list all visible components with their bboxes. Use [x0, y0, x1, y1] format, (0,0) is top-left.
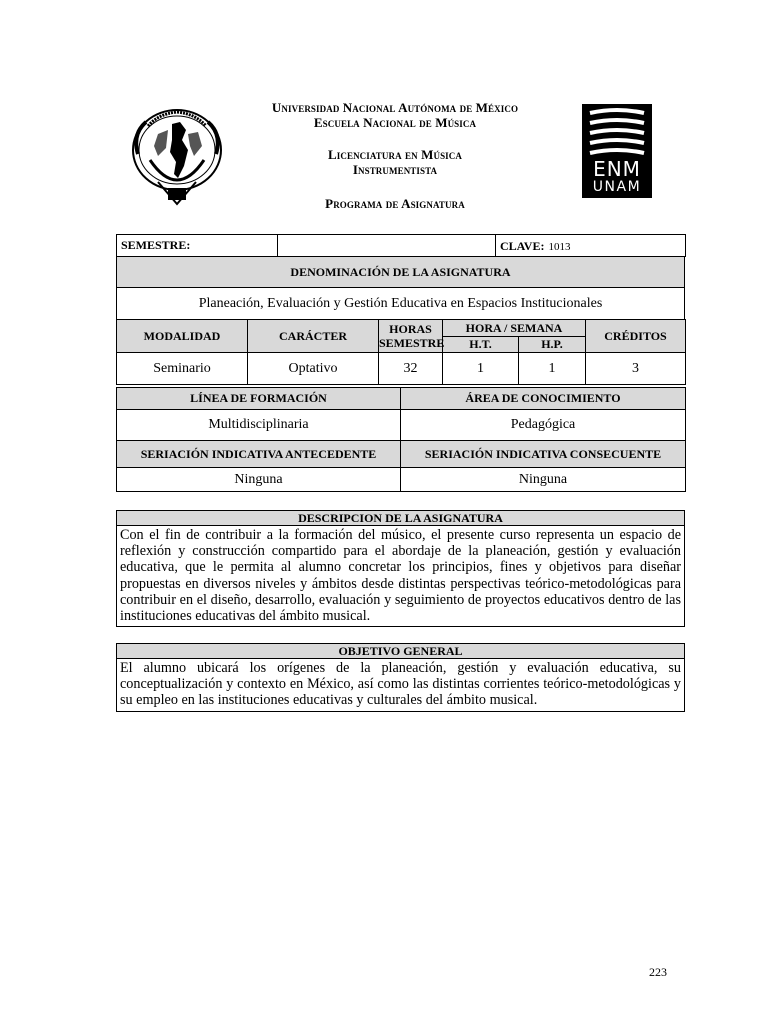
linea-formacion-label: LÍNEA DE FORMACIÓN — [117, 388, 401, 410]
unam-seal-icon — [128, 104, 226, 210]
caracter-value: Optativo — [248, 353, 379, 385]
seriacion-antecedente-value: Ninguna — [117, 468, 401, 492]
denominacion-label: DENOMINACIÓN DE LA ASIGNATURA — [117, 257, 685, 288]
seriacion-antecedente-label: SERIACIÓN INDICATIVA ANTECEDENTE — [117, 441, 401, 468]
denominacion-table — [116, 256, 685, 320]
clave-cell — [496, 235, 686, 257]
semestre-value — [278, 235, 496, 257]
semestre-label: SEMESTRE: — [117, 235, 278, 257]
seriacion-consecuente-label: SERIACIÓN INDICATIVA CONSECUENTE — [401, 441, 686, 468]
program-title: Programa de Asignatura — [325, 196, 465, 211]
ht-header: H.T. — [443, 337, 519, 353]
creditos-header: CRÉDITOS — [586, 320, 686, 353]
objetivo-text: El alumno ubicará los orígenes de la planeación, gestión y evaluación educativa, su conceptualización y contexto en México, así como las distintas corrientes teórico-metodológicas y su empleo en las instituciones educativas y culturales del ámbito musical. — [120, 660, 681, 709]
degree-specialty: Instrumentista — [352, 162, 438, 177]
horas-semestre-value: 32 — [379, 353, 443, 385]
degree-name: Licenciatura en Música — [328, 147, 462, 162]
hp-header: H.P. — [519, 337, 586, 353]
creditos-value: 3 — [586, 353, 686, 385]
seriacion-consecuente-value: Ninguna — [401, 468, 686, 492]
linea-formacion-value: Multidisciplinaria — [117, 410, 401, 441]
hp-value: 1 — [519, 353, 586, 385]
hora-semana-header: HORA / SEMANA — [443, 320, 586, 337]
ht-value: 1 — [443, 353, 519, 385]
objetivo-section — [116, 643, 685, 712]
page-number: 223 — [649, 965, 667, 979]
enm-logo — [582, 104, 652, 198]
modalidad-header: MODALIDAD — [117, 320, 248, 353]
modalidad-value: Seminario — [117, 353, 248, 385]
descripcion-text: Con el fin de contribuir a la formación del músico, el presente curso representa un espacio de reflexión y construcción compartido para el abordaje de la planeación, gestión y evaluación educativa, que le permita al alumno concretar los principios, fines y objetivos para diseñar propuestas en diversos niveles y ámbitos desde distintas perspectivas teórico-metodológicas para contribuir en el diseño, desarrollo, evaluación y seguimiento de proyectos educativos dentro de las instituciones educativas del ámbito musical. — [120, 527, 681, 625]
horas-semestre-header — [379, 320, 443, 353]
school-name: Escuela Nacional de Música — [313, 115, 477, 130]
clave-value: 1013 — [548, 240, 571, 253]
area-conocimiento-label: ÁREA DE CONOCIMIENTO — [401, 388, 686, 410]
horas-semestre-header-line2: SEMESTRE — [379, 336, 445, 350]
clave-label: CLAVE: — [500, 238, 545, 253]
horas-semestre-header-line1: HORAS — [389, 322, 432, 336]
caracter-header: CARÁCTER — [248, 320, 379, 353]
descripcion-title: DESCRIPCION DE LA ASIGNATURA — [117, 511, 684, 526]
denominacion-value: Planeación, Evaluación y Gestión Educativa en Espacios Institucionales — [117, 288, 685, 320]
descripcion-section — [116, 510, 685, 627]
university-name: Universidad Nacional Autónoma de México — [271, 100, 519, 115]
formacion-seriacion-table — [116, 387, 686, 492]
area-conocimiento-value: Pedagógica — [401, 410, 686, 441]
objetivo-title: OBJETIVO GENERAL — [117, 644, 684, 659]
semestre-clave-table — [116, 234, 686, 257]
enm-logo-subtext: UNAM — [592, 179, 642, 195]
enm-logo-text: ENM — [593, 157, 641, 181]
modalidad-table — [116, 319, 686, 385]
